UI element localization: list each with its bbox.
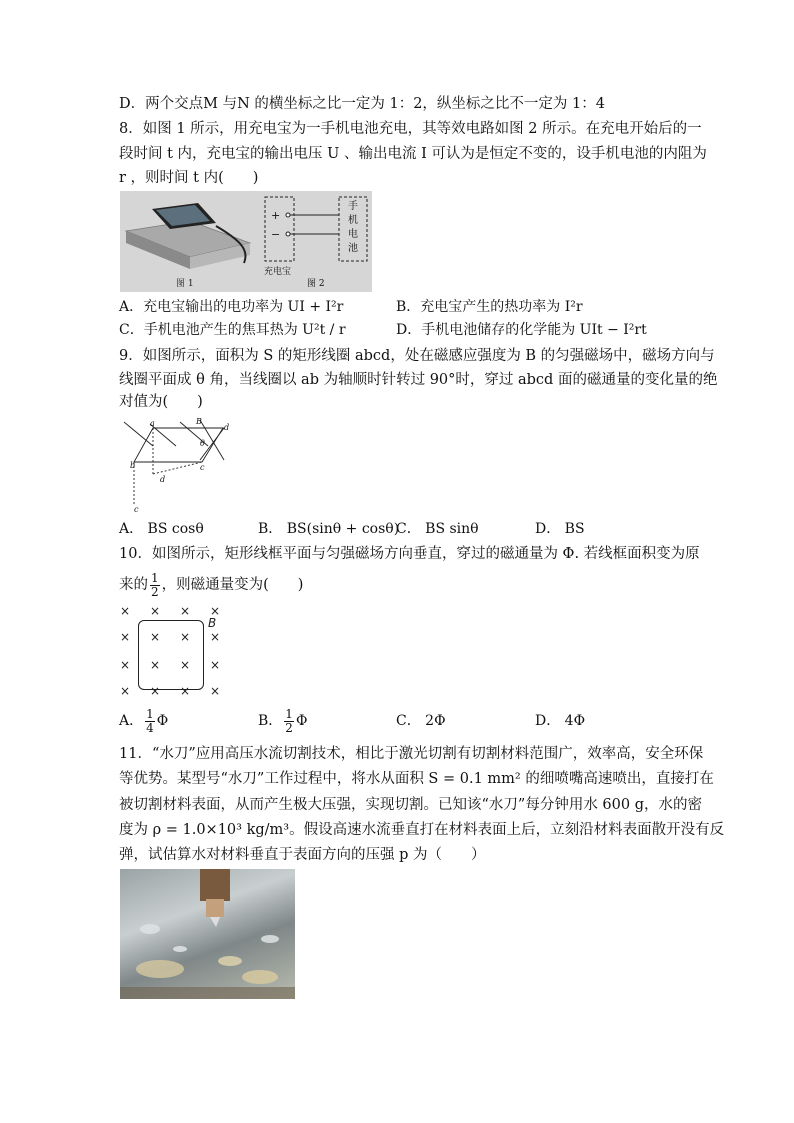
q8-option-c: C．手机电池产生的焦耳热为 U²t / r xyxy=(119,322,346,338)
figure2-caption: 图 2 xyxy=(307,279,325,289)
q8-stem-line2: 段时间 t 内，充电宝的输出电压 U 、输出电流 I 可认为是恒定不变的，设手机电池的内阻为 xyxy=(119,146,707,162)
field-cross: × xyxy=(210,604,221,618)
fraction-denominator: 4 xyxy=(146,720,154,735)
minus-terminal: − xyxy=(271,228,281,241)
option-letter: A． xyxy=(119,713,144,729)
field-cross: × xyxy=(120,658,131,672)
phone-battery-label-1: 手 xyxy=(348,201,358,212)
q8-option-d: D．手机电池储存的化学能为 UIt − I²rt xyxy=(396,322,647,338)
q9-stem-line2: 线圈平面成 θ 角，当线圈以 ab 为轴顺时针转过 90°时，穿过 abcd 面的磁通量的变化量的绝 xyxy=(119,372,718,388)
field-cross: × xyxy=(210,630,221,644)
q9-stem-line1: 9．如图所示，面积为 S 的矩形线圈 abcd，处在磁感应强度为 B 的匀强磁场中，磁场方向与 xyxy=(119,348,715,364)
fraction-denominator: 2 xyxy=(285,720,293,735)
q7-option-d: D．两个交点M 与N 的横坐标之比一定为 1：2，纵坐标之比不一定为 1：4 xyxy=(119,96,605,112)
fraction-numerator: 1 xyxy=(285,706,293,721)
label-c-rotated: c xyxy=(134,505,139,514)
q11-stem-line2: 等优势。某型号“水刀”工作过程中，将水从面积 S = 0.1 mm² 的细喷嘴高速喷出，直接打在 xyxy=(119,771,714,787)
power-bank-illustration xyxy=(126,203,250,289)
field-cross: × xyxy=(150,658,161,672)
fraction-one-half xyxy=(150,572,160,599)
field-cross: × xyxy=(150,604,161,618)
q10-stem-line2 xyxy=(119,568,303,602)
q10-option-c: C． 2Φ xyxy=(396,713,446,729)
field-cross: × xyxy=(180,630,191,644)
label-d: d xyxy=(224,423,230,432)
label-d-rotated: d xyxy=(160,475,166,484)
label-c: c xyxy=(200,463,205,472)
fraction-numerator: 1 xyxy=(146,706,154,721)
fraction-one-quarter xyxy=(145,708,155,735)
label-b: b xyxy=(130,461,136,470)
q10-stem-line1: 10．如图所示，矩形线框平面与匀强磁场方向垂直，穿过的磁通量为 Φ. 若线框面积变为原 xyxy=(119,546,700,562)
q9-figure xyxy=(120,416,235,514)
field-cross: × xyxy=(180,658,191,672)
label-field-b: B xyxy=(196,417,202,426)
q10-stem-post: ，则磁通量变为( ) xyxy=(161,577,304,593)
q11-stem-line3: 被切割材料表面，从而产生极大压强，实现切割。已知该“水刀”每分钟用水 600 g，水的密 xyxy=(119,797,702,813)
q11-stem-line4: 度为 ρ = 1.0×10³ kg/m³。假设高速水流垂直打在材料表面上后，立刻沿材料表面散开没有反 xyxy=(119,822,725,838)
q8-figure-svg xyxy=(120,191,372,292)
q8-stem-line3: r ，则时间 t 内( ) xyxy=(119,170,259,186)
q9-option-d: D． BS xyxy=(535,521,585,537)
label-a: a xyxy=(150,419,155,428)
power-bank-label: 充电宝 xyxy=(264,267,292,277)
label-field-b: B xyxy=(208,616,217,630)
phone-battery-label-3: 电 xyxy=(348,229,358,240)
fraction-one-half xyxy=(284,708,294,735)
q10-option-a xyxy=(119,706,168,736)
option-letter: B． xyxy=(258,713,283,729)
q9-figure-svg xyxy=(120,416,235,514)
field-cross: × xyxy=(150,684,161,698)
q8-option-b: B．充电宝产生的热功率为 I²r xyxy=(396,299,583,315)
plus-terminal: + xyxy=(271,209,281,222)
q11-stem-line1: 11．“水刀”应用高压水流切割技术，相比于激光切割有切割材料范围广，效率高，安全环保 xyxy=(119,746,704,762)
q10-figure xyxy=(118,604,228,698)
field-cross: × xyxy=(180,604,191,618)
field-cross: × xyxy=(210,684,221,698)
equivalent-circuit xyxy=(264,197,367,289)
q10-stem-pre: 来的 xyxy=(119,577,148,593)
option-symbol: Φ xyxy=(295,713,308,729)
q9-option-b: B． BS(sinθ + cosθ) xyxy=(258,521,400,537)
q10-option-b xyxy=(258,706,307,736)
q10-option-d: D． 4Φ xyxy=(535,713,586,729)
q9-stem-line3: 对值为( ) xyxy=(119,394,203,410)
q8-option-a: A．充电宝输出的电功率为 UI + I²r xyxy=(119,299,344,315)
q9-option-a: A． BS cosθ xyxy=(119,521,204,537)
q9-option-c: C． BS sinθ xyxy=(396,521,479,537)
field-cross: × xyxy=(150,630,161,644)
option-symbol: Φ xyxy=(156,713,169,729)
field-cross: × xyxy=(210,658,221,672)
field-cross: × xyxy=(120,630,131,644)
phone-battery-label-4: 池 xyxy=(348,243,358,254)
water-jet-photo-svg xyxy=(120,869,295,999)
water-jet-photo xyxy=(120,869,295,999)
fraction-numerator: 1 xyxy=(151,570,159,585)
q8-stem-line1: 8．如图 1 所示，用充电宝为一手机电池充电，其等效电路如图 2 所示。在充电开始后的一 xyxy=(119,121,702,137)
label-theta: θ xyxy=(200,439,205,448)
coil-rectangle xyxy=(138,620,204,690)
field-cross: × xyxy=(180,684,191,698)
figure1-caption: 图 1 xyxy=(176,279,194,289)
q8-figure xyxy=(120,191,372,292)
field-cross: × xyxy=(120,684,131,698)
fraction-denominator: 2 xyxy=(151,584,159,599)
field-cross: × xyxy=(120,604,131,618)
phone-battery-label-2: 机 xyxy=(348,215,358,226)
q11-stem-line5: 弹，试估算水对材料垂直于表面方向的压强 p 为（ ） xyxy=(119,847,486,863)
